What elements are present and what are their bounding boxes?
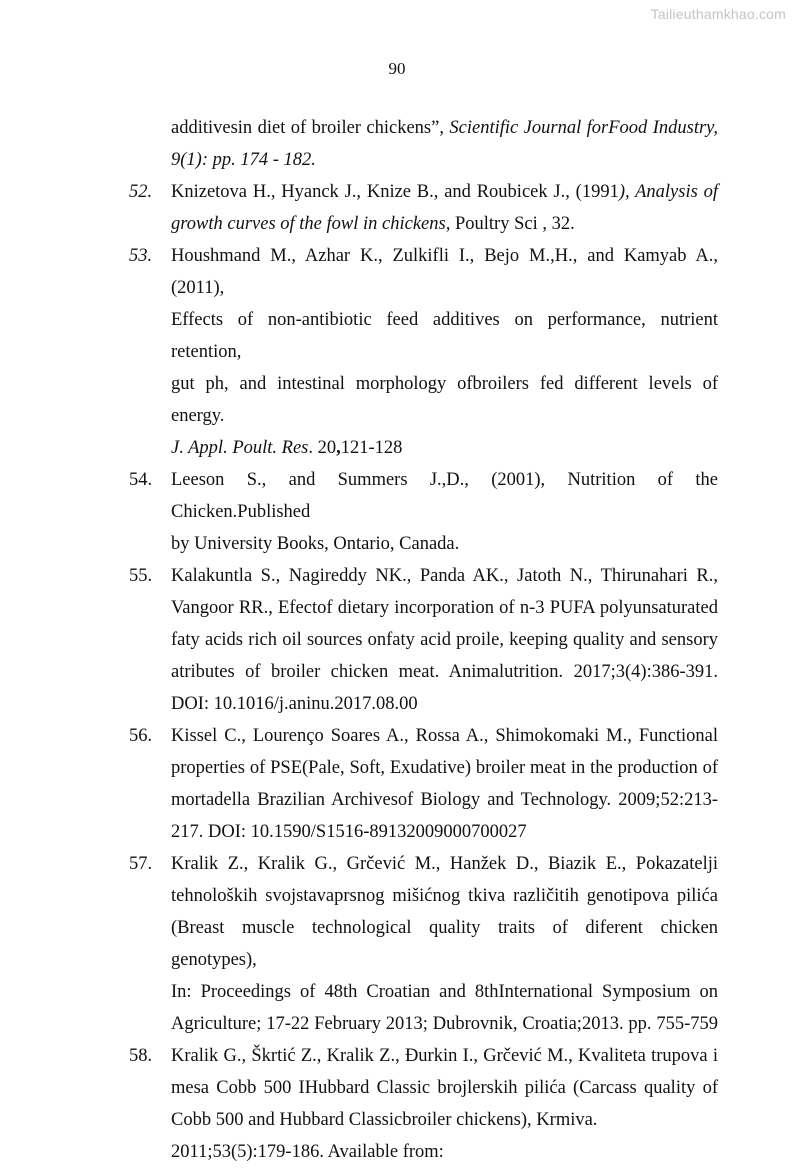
text-run: 217. DOI: 10.1590/S1516-89132009000700027 <box>171 822 527 842</box>
text-run: by University Books, Ontario, Canada. <box>171 534 460 554</box>
reference-line <box>171 176 718 208</box>
reference-item <box>0 464 794 560</box>
reference-line <box>171 848 718 880</box>
text-run: Leeson S., and Summers J.,D., (2001), Nutrition of the Chicken.Published <box>171 470 718 522</box>
reference-line <box>171 144 718 176</box>
text-run: , <box>336 438 341 458</box>
text-run: Cobb 500 and Hubbard Classicbroiler chickens), Krmiva. <box>171 1110 598 1130</box>
reference-line <box>171 1104 718 1136</box>
text-run: Knizetova H., Hyanck J., Knize B., and Roubicek J., (1991 <box>171 182 619 202</box>
reference-item <box>0 720 794 848</box>
reference-item <box>0 848 794 1040</box>
reference-text <box>171 112 718 176</box>
reference-number: 54. <box>129 470 153 490</box>
reference-line <box>171 784 718 816</box>
reference-number: 53. <box>129 246 153 266</box>
text-run: ), Analysis of <box>618 182 718 202</box>
reference-line <box>171 464 718 528</box>
reference-text <box>171 848 718 1040</box>
reference-line <box>171 880 718 912</box>
reference-line <box>171 368 718 432</box>
reference-item <box>0 1040 794 1168</box>
reference-line <box>171 688 718 720</box>
text-run: Effects of non-antibiotic feed additives on performance, nutrient retention, <box>171 310 718 362</box>
reference-number: 56. <box>129 726 153 746</box>
reference-item <box>0 560 794 720</box>
text-run: Kissel C., Lourenço Soares A., Rossa A., Shimokomaki M., Functional <box>171 726 718 746</box>
page-number: 90 <box>388 59 406 78</box>
text-run: . 20 <box>308 438 337 458</box>
reference-text <box>171 560 718 720</box>
text-run: additivesin diet of broiler chickens”, <box>171 118 450 138</box>
text-run: 9(1): pp. 174 - 182. <box>171 150 316 170</box>
text-run: mesa Cobb 500 IHubbard Classic brojlerskih pilića (Carcass quality of <box>171 1078 718 1098</box>
reference-list <box>0 112 794 1168</box>
reference-line <box>171 976 718 1008</box>
text-run: mortadella Brazilian Archivesof Biology and Technology. 2009;52:213- <box>171 790 718 810</box>
text-run: Agriculture; 17-22 February 2013; Dubrovnik, Croatia;2013. pp. 755-759 <box>171 1014 718 1034</box>
reference-line <box>171 656 718 688</box>
reference-number: 57. <box>129 854 153 874</box>
text-run: (Breast muscle technological quality traits of diferent chicken genotypes), <box>171 918 718 970</box>
text-run: tehnoloških svojstavaprsnog mišićnog tkiva različitih genotipova pilića <box>171 886 718 906</box>
text-run: Poultry Sci , 32. <box>450 214 575 234</box>
reference-number: 55. <box>129 566 153 586</box>
reference-line <box>171 720 718 752</box>
text-run: properties of PSE(Pale, Soft, Exudative) broiler meat in the production of <box>171 758 718 778</box>
reference-text <box>171 464 718 560</box>
reference-text <box>171 720 718 848</box>
reference-line <box>171 816 718 848</box>
reference-line <box>171 112 718 144</box>
reference-line <box>171 528 718 560</box>
reference-number: 58. <box>129 1046 153 1066</box>
text-run: Kralik G., Škrtić Z., Kralik Z., Đurkin I., Grčević M., Kvaliteta trupova i <box>171 1046 718 1066</box>
reference-line <box>171 304 718 368</box>
reference-line <box>171 752 718 784</box>
reference-line <box>171 1008 718 1040</box>
text-run: growth curves of the fowl in chickens, <box>171 214 451 234</box>
text-run: 2011;53(5):179-186. Available from: <box>171 1142 444 1162</box>
text-run: gut ph, and intestinal morphology ofbroilers fed different levels of energy. <box>171 374 718 426</box>
reference-text <box>171 176 718 240</box>
reference-line <box>171 208 718 240</box>
reference-line <box>171 1136 718 1168</box>
text-run: In: Proceedings of 48th Croatian and 8thInternational Symposium on <box>171 982 718 1002</box>
reference-item <box>0 176 794 240</box>
reference-line <box>171 432 718 464</box>
text-run: Vangoor RR., Efectof dietary incorporation of n-3 PUFA polyunsaturated <box>171 598 718 618</box>
reference-text <box>171 240 718 464</box>
reference-line <box>171 240 718 304</box>
reference-line <box>171 624 718 656</box>
reference-item <box>0 240 794 464</box>
text-run: atributes of broiler chicken meat. Animalutrition. 2017;3(4):386-391. <box>171 662 718 682</box>
text-run: Scientific Journal forFood Industry, <box>449 118 718 138</box>
text-run: Houshmand M., Azhar K., Zulkifli I., Bejo M.,H., and Kamyab A., (2011), <box>171 246 718 298</box>
reference-number: 52. <box>129 182 153 202</box>
reference-item <box>0 112 794 176</box>
reference-text <box>171 1040 718 1168</box>
text-run: Kalakuntla S., Nagireddy NK., Panda AK., Jatoth N., Thirunahari R., <box>171 566 718 586</box>
text-run: DOI: 10.1016/j.aninu.2017.08.00 <box>171 694 418 714</box>
text-run: 121-128 <box>340 438 403 458</box>
reference-line <box>171 1072 718 1104</box>
reference-line <box>171 912 718 976</box>
reference-line <box>171 1040 718 1072</box>
reference-line <box>171 592 718 624</box>
text-run: faty acids rich oil sources onfaty acid proile, keeping quality and sensory <box>171 630 718 650</box>
text-run: Kralik Z., Kralik G., Grčević M., Hanžek D., Biazik E., Pokazatelji <box>171 854 718 874</box>
text-run: J. Appl. Poult. Res <box>171 438 309 458</box>
watermark-text: Tailieuthamkhao.com <box>650 6 786 22</box>
reference-line <box>171 560 718 592</box>
